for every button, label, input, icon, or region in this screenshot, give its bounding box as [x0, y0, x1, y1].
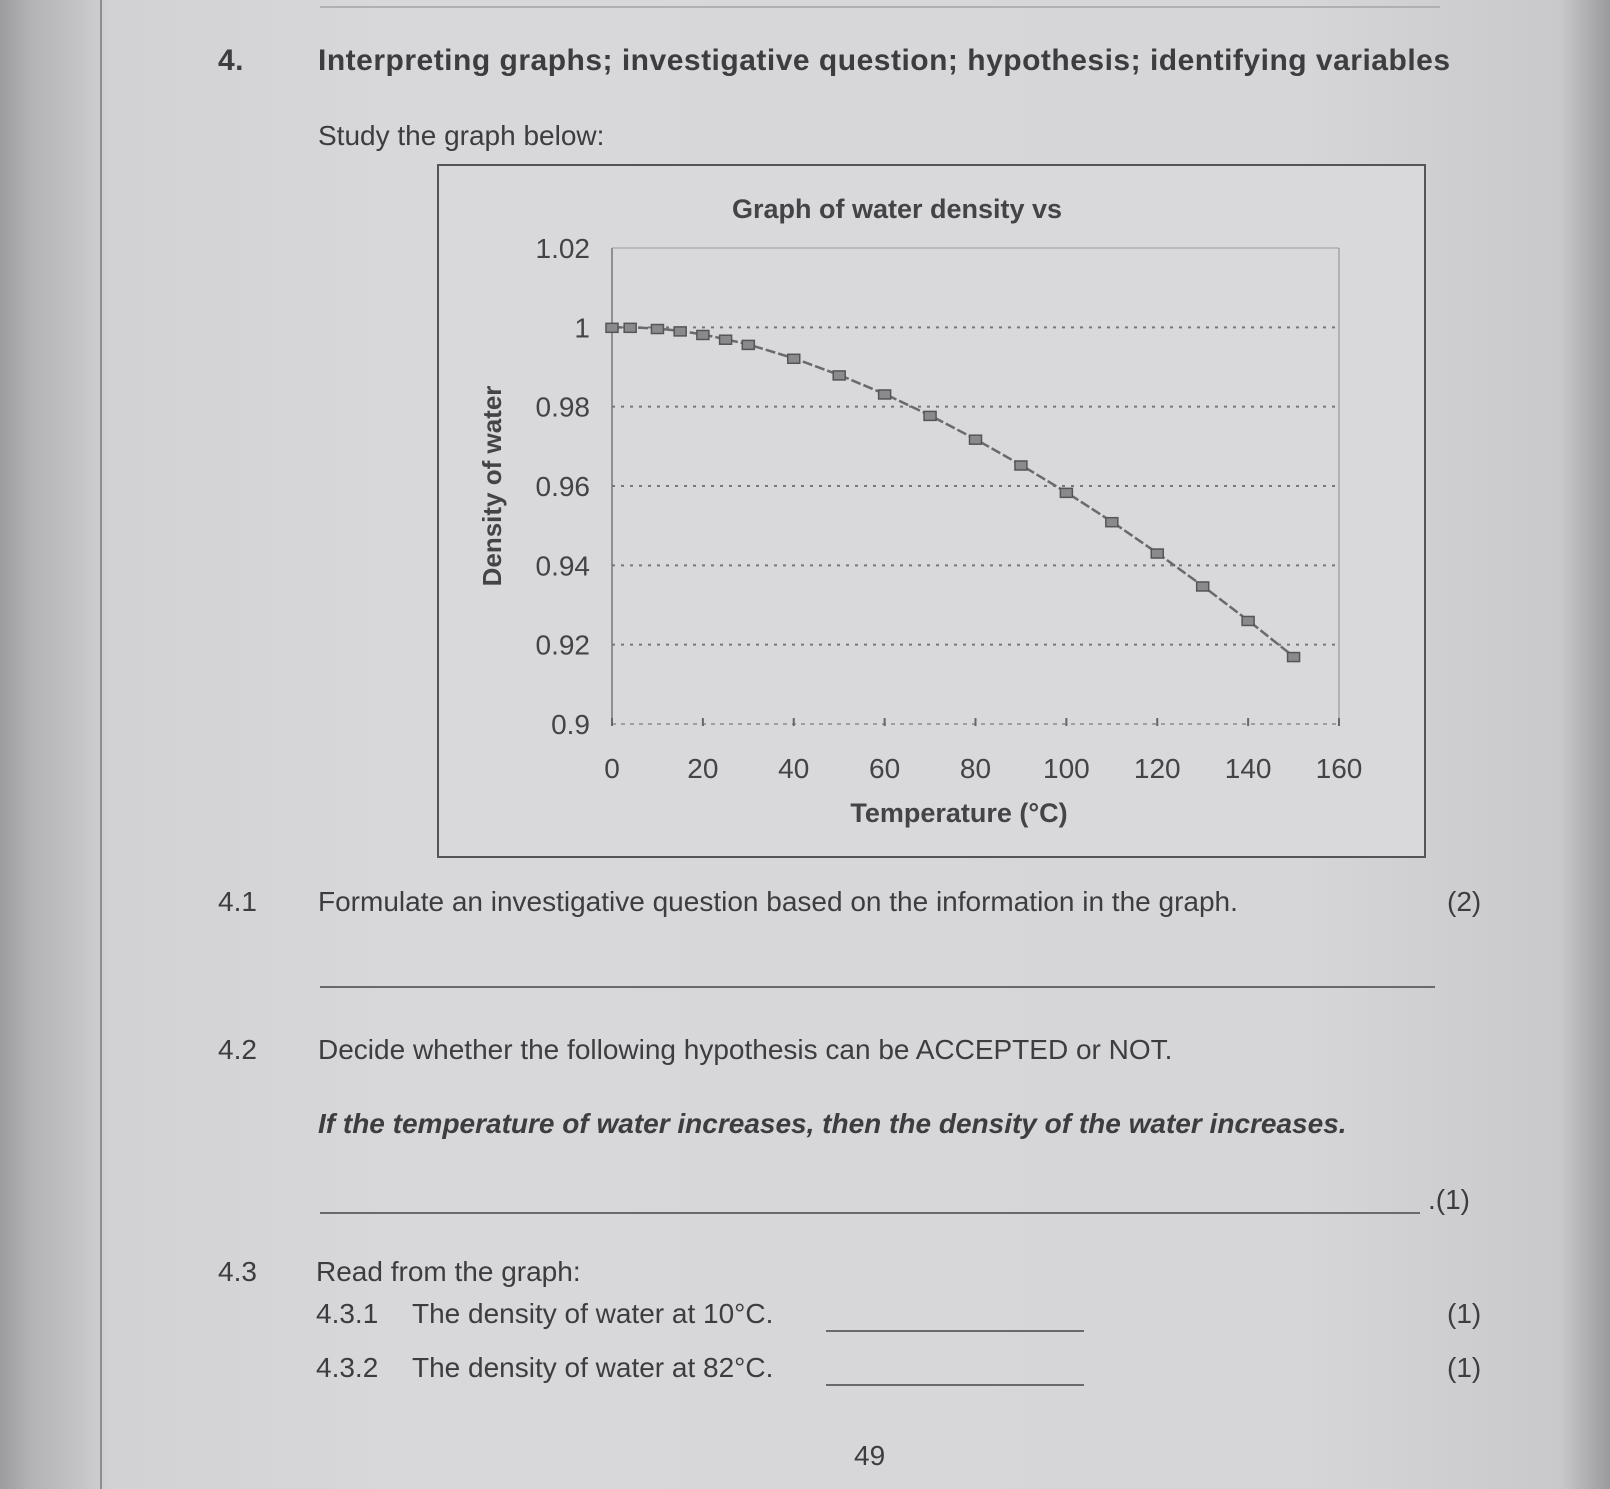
data-point-marker: [1015, 461, 1027, 470]
data-point-marker: [674, 327, 686, 336]
q43-text: Read from the graph:: [316, 1256, 581, 1287]
data-point-marker: [697, 330, 709, 339]
x-tick-label: 80: [959, 753, 992, 784]
data-point-marker: [1197, 582, 1209, 591]
x-tick-label: 60: [869, 753, 901, 784]
q42-marks: .(1): [1428, 1184, 1470, 1215]
page-edge: [100, 0, 102, 1489]
instruction: Study the graph below:: [318, 120, 605, 151]
q42-text: Decide whether the following hypothesis can be ACCEPTED or NOT.: [318, 1034, 1173, 1065]
y-tick-label: 0.9: [551, 709, 590, 740]
q41-number: 4.1: [218, 886, 257, 917]
data-point-marker: [720, 335, 732, 344]
x-tick-label: 100: [1043, 753, 1090, 784]
x-tick-label: 160: [1315, 753, 1363, 784]
q432-number: 4.3.2: [316, 1352, 379, 1383]
question-number: 4.: [218, 44, 245, 77]
data-point-marker: [833, 371, 845, 380]
chart-frame: [437, 164, 1426, 858]
data-point-marker: [970, 435, 982, 444]
x-tick-label: 20: [687, 753, 719, 784]
top-rule: [320, 6, 1440, 8]
q432-text: The density of water at 82°C.: [412, 1352, 774, 1383]
q41-answer-line[interactable]: [320, 986, 1435, 988]
x-axis-label: Temperature (°C): [850, 798, 1068, 828]
x-tick-label: 140: [1224, 753, 1272, 784]
q431-marks: (1): [1447, 1298, 1482, 1329]
x-tick-label: 120: [1133, 753, 1181, 784]
x-tick-label: 0: [604, 753, 620, 784]
data-point-marker: [879, 390, 891, 399]
y-tick-label: 1: [574, 312, 590, 344]
y-tick-label: 0.94: [535, 550, 590, 582]
data-point-marker: [606, 323, 618, 332]
y-tick-label: 1.02: [535, 233, 590, 264]
q432-answer-line[interactable]: [826, 1384, 1084, 1386]
q42-answer-line[interactable]: [320, 1212, 1420, 1214]
q431-answer-line[interactable]: [826, 1330, 1084, 1332]
chart-title: Graph of water density vs: [731, 194, 1063, 224]
data-point-marker: [1151, 549, 1163, 558]
hypothesis: If the temperature of water increases, then the density of the water increases.: [318, 1108, 1347, 1139]
data-point-marker: [1060, 488, 1072, 497]
series-line: [612, 327, 1294, 656]
q431-number: 4.3.1: [316, 1298, 379, 1329]
y-tick-label: 0.96: [535, 471, 590, 502]
data-point-marker: [788, 354, 800, 363]
y-tick-label: 0.98: [535, 391, 590, 423]
data-point-marker: [1242, 616, 1254, 625]
q431-text: The density of water at 10°C.: [412, 1298, 774, 1329]
data-point-marker: [924, 411, 936, 420]
data-point-marker: [651, 325, 663, 334]
data-point-marker: [1106, 518, 1118, 527]
q43-number: 4.3: [218, 1256, 257, 1287]
q42-number: 4.2: [218, 1034, 257, 1065]
page-number: 49: [854, 1440, 886, 1471]
q41-marks: (2): [1447, 886, 1482, 917]
data-point-marker: [1288, 653, 1300, 662]
y-axis-label: Density of water: [477, 385, 507, 587]
q432-marks: (1): [1447, 1352, 1482, 1383]
q41-text: Formulate an investigative question based on the information in the graph.: [318, 886, 1238, 917]
density-chart: [439, 166, 1424, 856]
y-tick-label: 0.92: [535, 629, 590, 661]
x-tick-label: 40: [778, 753, 810, 784]
question-title: Interpreting graphs; investigative question; hypothesis; identifying variables: [318, 44, 1451, 77]
data-point-marker: [742, 340, 754, 349]
data-point-marker: [624, 323, 636, 332]
